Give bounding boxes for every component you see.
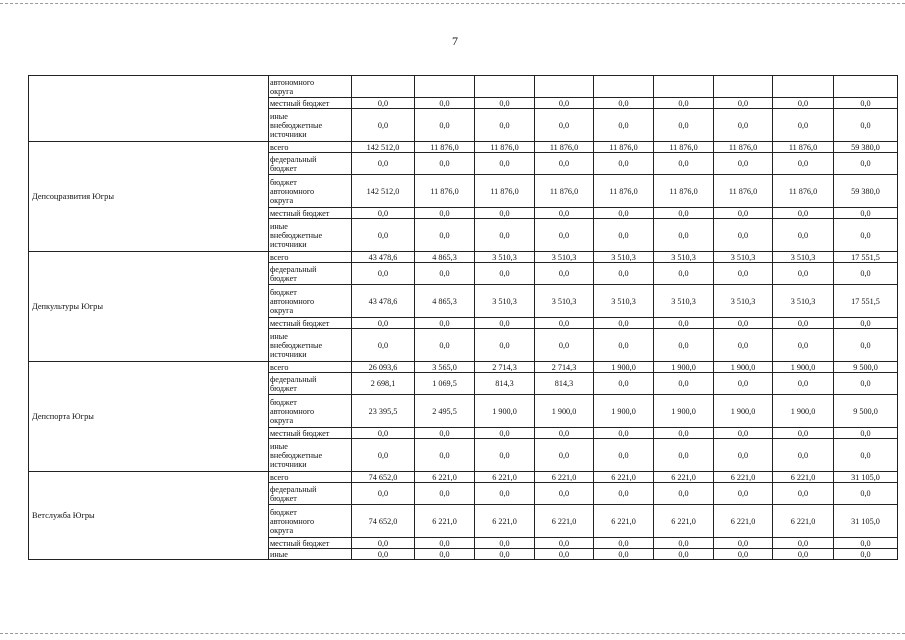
department-cell: Депсоцразвития Югры xyxy=(29,142,269,252)
value-cell: 0,0 xyxy=(773,153,834,175)
value-cell: 0,0 xyxy=(352,549,415,560)
value-cell: 0,0 xyxy=(654,219,714,252)
value-cell: 0,0 xyxy=(773,329,834,362)
value-cell: 142 512,0 xyxy=(352,175,415,208)
value-cell: 3 510,3 xyxy=(773,252,834,263)
value-cell: 0,0 xyxy=(475,208,535,219)
value-cell: 11 876,0 xyxy=(773,175,834,208)
value-cell: 0,0 xyxy=(714,373,773,395)
value-cell: 0,0 xyxy=(475,318,535,329)
value-cell: 3 510,3 xyxy=(773,285,834,318)
value-cell: 0,0 xyxy=(594,219,654,252)
page-number: 7 xyxy=(452,34,458,48)
value-cell: 0,0 xyxy=(475,263,535,285)
value-cell: 0,0 xyxy=(594,439,654,472)
funding-source-cell: бюджет автономного округа xyxy=(269,395,352,428)
value-cell: 31 105,0 xyxy=(834,472,898,483)
value-cell: 1 069,5 xyxy=(415,373,475,395)
value-cell: 4 865,3 xyxy=(415,252,475,263)
value-cell: 0,0 xyxy=(535,538,594,549)
value-cell: 2 714,3 xyxy=(475,362,535,373)
value-cell: 0,0 xyxy=(475,439,535,472)
value-cell xyxy=(714,76,773,98)
value-cell xyxy=(773,76,834,98)
value-cell: 3 510,3 xyxy=(654,252,714,263)
value-cell: 0,0 xyxy=(352,98,415,109)
funding-source-cell: автономного округа xyxy=(269,76,352,98)
value-cell: 0,0 xyxy=(352,483,415,505)
value-cell: 0,0 xyxy=(352,318,415,329)
value-cell: 6 221,0 xyxy=(535,472,594,483)
table-row xyxy=(29,362,898,373)
value-cell: 0,0 xyxy=(535,428,594,439)
value-cell: 0,0 xyxy=(594,98,654,109)
funding-source-cell: всего xyxy=(269,252,352,263)
value-cell: 6 221,0 xyxy=(714,472,773,483)
value-cell: 43 478,6 xyxy=(352,285,415,318)
value-cell: 26 093,6 xyxy=(352,362,415,373)
value-cell: 3 510,3 xyxy=(714,252,773,263)
value-cell: 0,0 xyxy=(714,428,773,439)
value-cell: 0,0 xyxy=(475,483,535,505)
value-cell: 9 500,0 xyxy=(834,362,898,373)
value-cell: 0,0 xyxy=(594,153,654,175)
value-cell: 0,0 xyxy=(352,219,415,252)
value-cell: 6 221,0 xyxy=(535,505,594,538)
value-cell: 3 565,0 xyxy=(415,362,475,373)
scan-edge-top xyxy=(0,3,905,4)
value-cell: 2 714,3 xyxy=(535,362,594,373)
funding-source-cell: федеральный бюджет xyxy=(269,263,352,285)
value-cell: 0,0 xyxy=(475,538,535,549)
value-cell: 0,0 xyxy=(594,318,654,329)
department-cell: Ветслужба Югры xyxy=(29,472,269,560)
value-cell: 0,0 xyxy=(535,439,594,472)
value-cell: 3 510,3 xyxy=(475,252,535,263)
value-cell: 11 876,0 xyxy=(714,142,773,153)
value-cell: 0,0 xyxy=(654,153,714,175)
value-cell: 0,0 xyxy=(714,538,773,549)
value-cell: 1 900,0 xyxy=(714,395,773,428)
value-cell: 11 876,0 xyxy=(594,175,654,208)
value-cell: 0,0 xyxy=(594,538,654,549)
value-cell: 0,0 xyxy=(415,549,475,560)
value-cell: 23 395,5 xyxy=(352,395,415,428)
value-cell: 0,0 xyxy=(834,549,898,560)
value-cell: 0,0 xyxy=(834,538,898,549)
value-cell: 0,0 xyxy=(834,219,898,252)
value-cell: 0,0 xyxy=(475,98,535,109)
value-cell: 11 876,0 xyxy=(714,175,773,208)
value-cell: 814,3 xyxy=(535,373,594,395)
value-cell: 3 510,3 xyxy=(594,285,654,318)
funding-source-cell: бюджет автономного округа xyxy=(269,285,352,318)
value-cell: 6 221,0 xyxy=(415,472,475,483)
value-cell: 0,0 xyxy=(475,109,535,142)
value-cell: 0,0 xyxy=(415,98,475,109)
value-cell: 0,0 xyxy=(415,428,475,439)
value-cell: 0,0 xyxy=(535,208,594,219)
value-cell: 0,0 xyxy=(594,263,654,285)
value-cell: 0,0 xyxy=(535,318,594,329)
value-cell: 0,0 xyxy=(834,483,898,505)
value-cell: 0,0 xyxy=(415,329,475,362)
value-cell: 0,0 xyxy=(535,329,594,362)
value-cell: 11 876,0 xyxy=(654,142,714,153)
funding-source-cell: всего xyxy=(269,362,352,373)
value-cell: 0,0 xyxy=(415,538,475,549)
value-cell: 0,0 xyxy=(714,549,773,560)
value-cell: 2 698,1 xyxy=(352,373,415,395)
value-cell: 1 900,0 xyxy=(773,362,834,373)
value-cell: 3 510,3 xyxy=(594,252,654,263)
value-cell: 11 876,0 xyxy=(535,142,594,153)
funding-source-cell: местный бюджет xyxy=(269,98,352,109)
value-cell: 6 221,0 xyxy=(475,505,535,538)
value-cell: 0,0 xyxy=(594,483,654,505)
funding-source-cell: местный бюджет xyxy=(269,208,352,219)
value-cell: 1 900,0 xyxy=(535,395,594,428)
value-cell: 1 900,0 xyxy=(594,362,654,373)
table-row xyxy=(29,142,898,153)
funding-source-cell: бюджет автономного округа xyxy=(269,175,352,208)
value-cell: 0,0 xyxy=(654,318,714,329)
value-cell: 17 551,5 xyxy=(834,285,898,318)
funding-source-cell: иные внебюджетные источники xyxy=(269,219,352,252)
value-cell: 0,0 xyxy=(415,318,475,329)
value-cell: 0,0 xyxy=(535,98,594,109)
value-cell: 6 221,0 xyxy=(654,505,714,538)
value-cell: 142 512,0 xyxy=(352,142,415,153)
value-cell: 3 510,3 xyxy=(714,285,773,318)
funding-source-cell: местный бюджет xyxy=(269,538,352,549)
funding-source-cell: бюджет автономного округа xyxy=(269,505,352,538)
table-row xyxy=(29,76,898,98)
value-cell: 0,0 xyxy=(535,263,594,285)
value-cell: 0,0 xyxy=(535,483,594,505)
value-cell: 0,0 xyxy=(352,263,415,285)
value-cell: 0,0 xyxy=(773,98,834,109)
value-cell: 1 900,0 xyxy=(654,395,714,428)
value-cell: 11 876,0 xyxy=(475,175,535,208)
value-cell xyxy=(352,76,415,98)
value-cell xyxy=(415,76,475,98)
value-cell: 814,3 xyxy=(475,373,535,395)
value-cell: 0,0 xyxy=(714,153,773,175)
funding-source-cell: иные внебюджетные источники xyxy=(269,109,352,142)
value-cell: 4 865,3 xyxy=(415,285,475,318)
value-cell: 0,0 xyxy=(475,219,535,252)
value-cell: 0,0 xyxy=(475,428,535,439)
value-cell: 0,0 xyxy=(415,263,475,285)
value-cell: 0,0 xyxy=(834,153,898,175)
value-cell: 6 221,0 xyxy=(773,472,834,483)
value-cell: 0,0 xyxy=(834,373,898,395)
scan-edge-bottom xyxy=(0,633,905,634)
value-cell: 6 221,0 xyxy=(475,472,535,483)
value-cell: 0,0 xyxy=(714,98,773,109)
value-cell: 31 105,0 xyxy=(834,505,898,538)
value-cell: 74 652,0 xyxy=(352,472,415,483)
value-cell: 0,0 xyxy=(714,109,773,142)
value-cell: 1 900,0 xyxy=(654,362,714,373)
value-cell: 0,0 xyxy=(535,219,594,252)
value-cell: 1 900,0 xyxy=(475,395,535,428)
value-cell: 9 500,0 xyxy=(834,395,898,428)
value-cell: 0,0 xyxy=(773,263,834,285)
value-cell: 11 876,0 xyxy=(415,142,475,153)
value-cell: 0,0 xyxy=(352,538,415,549)
value-cell xyxy=(654,76,714,98)
funding-source-cell: федеральный бюджет xyxy=(269,483,352,505)
value-cell: 0,0 xyxy=(415,483,475,505)
value-cell: 0,0 xyxy=(535,549,594,560)
funding-source-cell: всего xyxy=(269,142,352,153)
value-cell: 3 510,3 xyxy=(535,285,594,318)
value-cell: 74 652,0 xyxy=(352,505,415,538)
value-cell: 0,0 xyxy=(834,439,898,472)
value-cell: 11 876,0 xyxy=(535,175,594,208)
value-cell: 3 510,3 xyxy=(475,285,535,318)
value-cell: 0,0 xyxy=(773,439,834,472)
value-cell: 0,0 xyxy=(654,263,714,285)
value-cell: 0,0 xyxy=(415,208,475,219)
value-cell: 17 551,5 xyxy=(834,252,898,263)
value-cell: 0,0 xyxy=(714,208,773,219)
value-cell: 0,0 xyxy=(834,329,898,362)
funding-source-cell: иные xyxy=(269,549,352,560)
value-cell xyxy=(594,76,654,98)
value-cell: 0,0 xyxy=(475,153,535,175)
value-cell: 0,0 xyxy=(773,538,834,549)
value-cell: 0,0 xyxy=(352,109,415,142)
value-cell: 0,0 xyxy=(654,373,714,395)
value-cell: 6 221,0 xyxy=(594,472,654,483)
table-row xyxy=(29,472,898,483)
value-cell: 0,0 xyxy=(594,208,654,219)
department-cell: Депспорта Югры xyxy=(29,362,269,472)
value-cell: 0,0 xyxy=(773,428,834,439)
funding-source-cell: местный бюджет xyxy=(269,318,352,329)
value-cell: 0,0 xyxy=(535,153,594,175)
value-cell: 0,0 xyxy=(834,263,898,285)
value-cell: 0,0 xyxy=(594,329,654,362)
value-cell: 0,0 xyxy=(654,483,714,505)
value-cell: 0,0 xyxy=(352,439,415,472)
value-cell xyxy=(535,76,594,98)
value-cell: 43 478,6 xyxy=(352,252,415,263)
value-cell: 0,0 xyxy=(654,439,714,472)
value-cell xyxy=(475,76,535,98)
value-cell: 0,0 xyxy=(834,208,898,219)
value-cell: 0,0 xyxy=(773,483,834,505)
value-cell: 0,0 xyxy=(594,109,654,142)
value-cell: 0,0 xyxy=(834,318,898,329)
value-cell: 3 510,3 xyxy=(535,252,594,263)
value-cell: 1 900,0 xyxy=(594,395,654,428)
value-cell: 11 876,0 xyxy=(654,175,714,208)
value-cell: 1 900,0 xyxy=(714,362,773,373)
funding-source-cell: всего xyxy=(269,472,352,483)
value-cell: 0,0 xyxy=(714,318,773,329)
value-cell: 0,0 xyxy=(654,329,714,362)
value-cell: 0,0 xyxy=(773,109,834,142)
value-cell: 0,0 xyxy=(714,219,773,252)
value-cell: 11 876,0 xyxy=(773,142,834,153)
value-cell: 6 221,0 xyxy=(773,505,834,538)
value-cell: 0,0 xyxy=(352,329,415,362)
funding-source-cell: иные внебюджетные источники xyxy=(269,439,352,472)
budget-table xyxy=(28,75,898,560)
department-cell: Депкультуры Югры xyxy=(29,252,269,362)
value-cell: 0,0 xyxy=(654,428,714,439)
value-cell: 0,0 xyxy=(654,109,714,142)
funding-source-cell: федеральный бюджет xyxy=(269,153,352,175)
value-cell: 0,0 xyxy=(654,208,714,219)
value-cell: 11 876,0 xyxy=(594,142,654,153)
table-row xyxy=(29,252,898,263)
value-cell: 0,0 xyxy=(834,109,898,142)
value-cell: 0,0 xyxy=(773,549,834,560)
value-cell: 0,0 xyxy=(535,109,594,142)
value-cell: 0,0 xyxy=(834,428,898,439)
value-cell: 6 221,0 xyxy=(714,505,773,538)
value-cell: 1 900,0 xyxy=(773,395,834,428)
value-cell: 11 876,0 xyxy=(475,142,535,153)
value-cell: 0,0 xyxy=(415,439,475,472)
value-cell: 0,0 xyxy=(714,483,773,505)
value-cell: 6 221,0 xyxy=(594,505,654,538)
value-cell: 0,0 xyxy=(773,318,834,329)
value-cell: 0,0 xyxy=(352,428,415,439)
value-cell: 0,0 xyxy=(352,208,415,219)
value-cell: 11 876,0 xyxy=(415,175,475,208)
value-cell: 0,0 xyxy=(654,538,714,549)
value-cell: 6 221,0 xyxy=(654,472,714,483)
value-cell: 0,0 xyxy=(594,373,654,395)
value-cell: 0,0 xyxy=(475,549,535,560)
value-cell: 0,0 xyxy=(415,109,475,142)
value-cell: 0,0 xyxy=(714,263,773,285)
funding-source-cell: федеральный бюджет xyxy=(269,373,352,395)
value-cell: 0,0 xyxy=(714,329,773,362)
value-cell: 0,0 xyxy=(714,439,773,472)
value-cell: 6 221,0 xyxy=(415,505,475,538)
value-cell: 0,0 xyxy=(773,373,834,395)
department-cell xyxy=(29,76,269,142)
value-cell: 0,0 xyxy=(654,549,714,560)
value-cell: 59 380,0 xyxy=(834,175,898,208)
funding-source-cell: иные внебюджетные источники xyxy=(269,329,352,362)
value-cell xyxy=(834,76,898,98)
value-cell: 0,0 xyxy=(594,549,654,560)
value-cell: 0,0 xyxy=(594,428,654,439)
value-cell: 0,0 xyxy=(773,219,834,252)
funding-source-cell: местный бюджет xyxy=(269,428,352,439)
value-cell: 59 380,0 xyxy=(834,142,898,153)
value-cell: 0,0 xyxy=(415,219,475,252)
value-cell: 0,0 xyxy=(654,98,714,109)
value-cell: 0,0 xyxy=(475,329,535,362)
value-cell: 2 495,5 xyxy=(415,395,475,428)
value-cell: 0,0 xyxy=(773,208,834,219)
value-cell: 0,0 xyxy=(834,98,898,109)
value-cell: 3 510,3 xyxy=(654,285,714,318)
value-cell: 0,0 xyxy=(352,153,415,175)
value-cell: 0,0 xyxy=(415,153,475,175)
